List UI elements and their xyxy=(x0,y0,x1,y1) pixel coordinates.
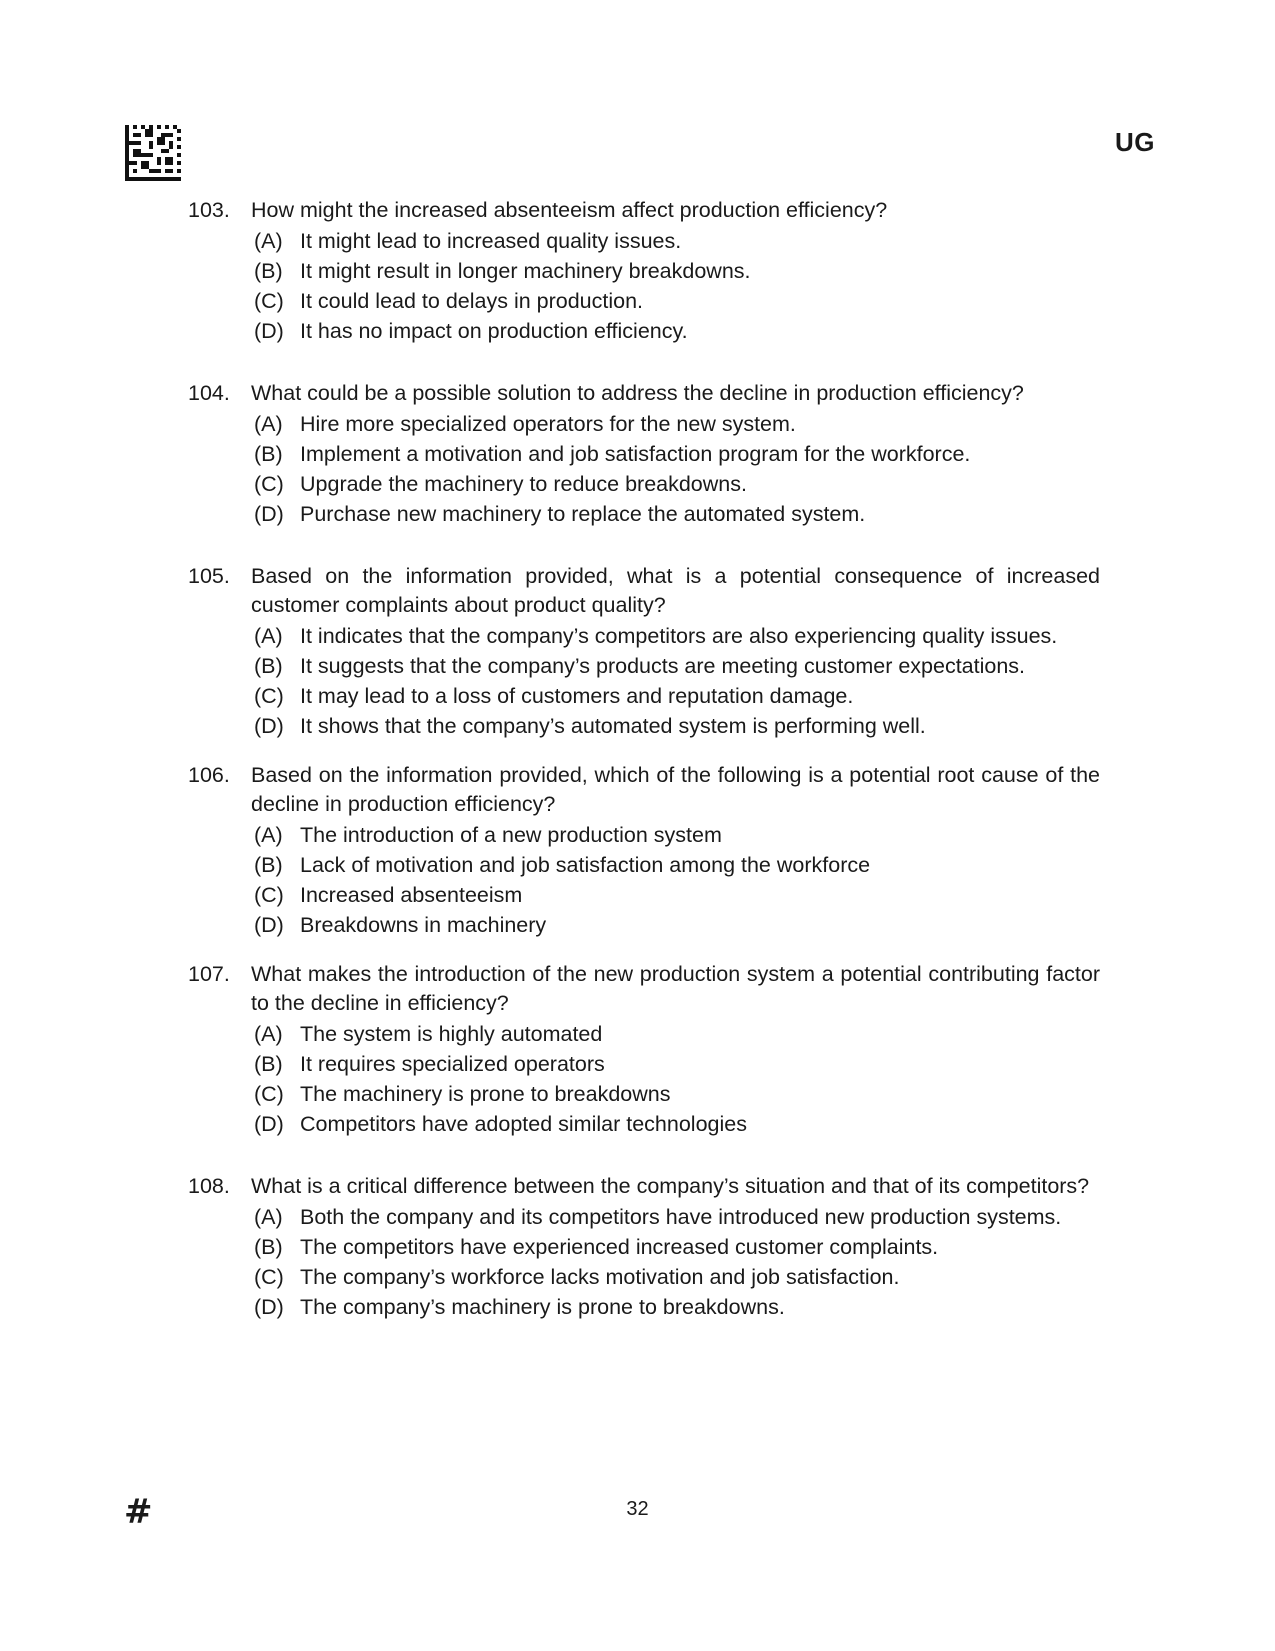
option-text: It might result in longer machinery breakdowns. xyxy=(300,259,751,283)
option-label: (B) xyxy=(254,1052,283,1076)
option-c xyxy=(251,1263,1100,1292)
option-text: The introduction of a new production system xyxy=(300,823,722,847)
option-text: Both the company and its competitors have introduced new production systems. xyxy=(300,1205,1062,1229)
option-label: (A) xyxy=(254,412,283,436)
option-label: (B) xyxy=(254,853,283,877)
option-label: (D) xyxy=(254,913,284,937)
question-number: 106. xyxy=(188,763,230,787)
question-104 xyxy=(188,379,1100,529)
question-number: 105. xyxy=(188,564,230,588)
option-list xyxy=(251,410,1100,529)
option-a xyxy=(251,1020,1100,1049)
question-text: Based on the information provided, what is a potential consequence of increased customer complaints about product quality? xyxy=(251,564,1100,617)
option-b xyxy=(251,851,1100,880)
option-list xyxy=(251,821,1100,940)
option-a xyxy=(251,1203,1100,1232)
option-label: (A) xyxy=(254,1022,283,1046)
option-a xyxy=(251,821,1100,850)
question-list xyxy=(188,196,1100,1322)
question-107 xyxy=(188,960,1100,1139)
question-108 xyxy=(188,1172,1100,1322)
option-label: (D) xyxy=(254,1295,284,1319)
option-label: (C) xyxy=(254,1082,284,1106)
option-label: (C) xyxy=(254,1265,284,1289)
option-d xyxy=(251,1293,1100,1322)
option-c xyxy=(251,881,1100,910)
option-list xyxy=(251,1203,1100,1322)
option-a xyxy=(251,410,1100,439)
option-label: (B) xyxy=(254,442,283,466)
option-text: Implement a motivation and job satisfaction program for the workforce. xyxy=(300,442,971,466)
question-text: Based on the information provided, which of the following is a potential root cause of the decline in production efficiency? xyxy=(251,763,1100,816)
question-number: 104. xyxy=(188,381,230,405)
option-d xyxy=(251,712,1100,741)
option-text: It requires specialized operators xyxy=(300,1052,605,1076)
option-label: (D) xyxy=(254,502,284,526)
option-b xyxy=(251,440,1100,469)
option-label: (A) xyxy=(254,624,283,648)
option-c xyxy=(251,1080,1100,1109)
option-text: It indicates that the company’s competitors are also experiencing quality issues. xyxy=(300,624,1058,648)
option-label: (D) xyxy=(254,1112,284,1136)
question-text: What is a critical difference between the company’s situation and that of its competitors? xyxy=(251,1174,1090,1198)
option-text: Increased absenteeism xyxy=(300,883,523,907)
question-number: 108. xyxy=(188,1174,230,1198)
option-label: (A) xyxy=(254,823,283,847)
option-text: The company’s machinery is prone to breakdowns. xyxy=(300,1295,785,1319)
option-label: (C) xyxy=(254,472,284,496)
option-d xyxy=(251,911,1100,940)
option-d xyxy=(251,1110,1100,1139)
datamatrix-code-icon xyxy=(125,125,181,181)
option-label: (B) xyxy=(254,1235,283,1259)
question-number: 107. xyxy=(188,962,230,986)
paper-code-label: UG xyxy=(1115,127,1155,157)
option-a xyxy=(251,227,1100,256)
option-b xyxy=(251,257,1100,286)
option-label: (C) xyxy=(254,289,284,313)
option-text: Hire more specialized operators for the new system. xyxy=(300,412,796,436)
option-text: The system is highly automated xyxy=(300,1022,603,1046)
question-number: 103. xyxy=(188,198,230,222)
option-label: (A) xyxy=(254,229,283,253)
option-label: (D) xyxy=(254,319,284,343)
question-text: What could be a possible solution to address the decline in production efficiency? xyxy=(251,381,1024,405)
option-b xyxy=(251,1050,1100,1079)
option-a xyxy=(251,622,1100,651)
question-105 xyxy=(188,562,1100,741)
page-number: 32 xyxy=(626,1498,649,1520)
question-text: How might the increased absenteeism affect production efficiency? xyxy=(251,198,888,222)
option-label: (D) xyxy=(254,714,284,738)
option-text: Competitors have adopted similar technologies xyxy=(300,1112,747,1136)
option-text: Purchase new machinery to replace the automated system. xyxy=(300,502,866,526)
option-label: (B) xyxy=(254,654,283,678)
option-d xyxy=(251,500,1100,529)
option-text: Breakdowns in machinery xyxy=(300,913,547,937)
option-text: It has no impact on production efficiency. xyxy=(300,319,688,343)
option-label: (A) xyxy=(254,1205,283,1229)
option-c xyxy=(251,470,1100,499)
option-label: (C) xyxy=(254,883,284,907)
question-106 xyxy=(188,761,1100,940)
option-text: It shows that the company’s automated system is performing well. xyxy=(300,714,926,738)
question-103 xyxy=(188,196,1100,346)
option-text: The machinery is prone to breakdowns xyxy=(300,1082,671,1106)
option-list xyxy=(251,227,1100,346)
hash-mark: # xyxy=(124,1492,153,1532)
option-text: It suggests that the company’s products are meeting customer expectations. xyxy=(300,654,1026,678)
option-c xyxy=(251,682,1100,711)
question-text: What makes the introduction of the new production system a potential contributing factor to the decline in efficiency? xyxy=(251,962,1100,1015)
option-b xyxy=(251,1233,1100,1262)
option-text: Upgrade the machinery to reduce breakdowns. xyxy=(300,472,747,496)
option-text: It might lead to increased quality issues. xyxy=(300,229,682,253)
option-label: (C) xyxy=(254,684,284,708)
option-text: It could lead to delays in production. xyxy=(300,289,644,313)
option-d xyxy=(251,317,1100,346)
option-c xyxy=(251,287,1100,316)
option-list xyxy=(251,622,1100,741)
option-text: It may lead to a loss of customers and reputation damage. xyxy=(300,684,854,708)
option-label: (B) xyxy=(254,259,283,283)
option-list xyxy=(251,1020,1100,1139)
option-text: The company’s workforce lacks motivation and job satisfaction. xyxy=(300,1265,900,1289)
option-text: Lack of motivation and job satisfaction among the workforce xyxy=(300,853,871,877)
option-text: The competitors have experienced increased customer complaints. xyxy=(300,1235,939,1259)
option-b xyxy=(251,652,1100,681)
